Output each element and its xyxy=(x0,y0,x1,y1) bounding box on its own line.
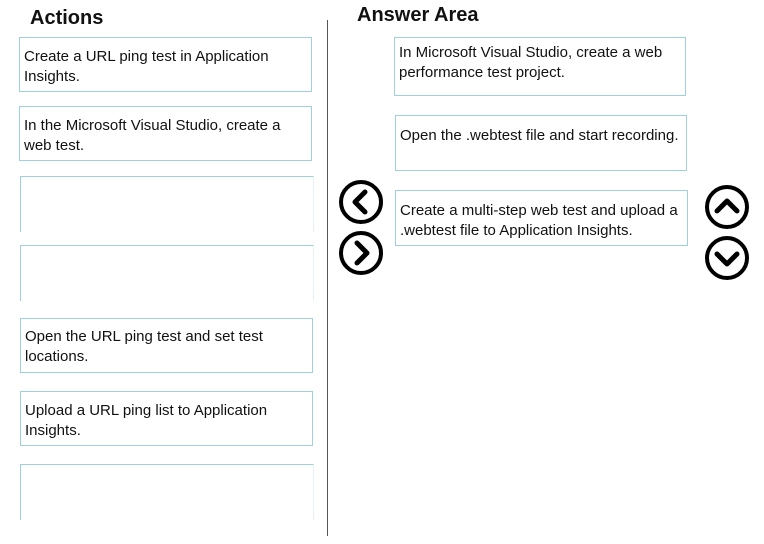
action-item-label: Upload a URL ping list to Application Insights. xyxy=(25,402,268,439)
action-item[interactable] xyxy=(19,37,312,92)
answer-item[interactable] xyxy=(394,37,686,96)
answer-item-label: In Microsoft Visual Studio, create a web performance test project. xyxy=(399,44,663,81)
chevron-down-icon xyxy=(707,238,747,278)
move-right-button[interactable] xyxy=(338,230,384,276)
action-slot-empty xyxy=(20,464,314,520)
actions-heading: Actions xyxy=(30,7,104,29)
answer-item-label: Open the .webtest file and start recording. xyxy=(400,127,679,144)
move-down-button[interactable] xyxy=(704,235,750,281)
action-item[interactable] xyxy=(20,391,313,446)
chevron-right-icon xyxy=(341,233,381,273)
action-slot-empty xyxy=(20,176,314,232)
action-item[interactable] xyxy=(20,318,313,373)
move-up-button[interactable] xyxy=(704,184,750,230)
answer-item[interactable] xyxy=(395,115,687,171)
column-divider xyxy=(327,20,328,536)
action-slot-empty xyxy=(20,245,314,301)
move-left-button[interactable] xyxy=(338,179,384,225)
answer-area-heading: Answer Area xyxy=(357,4,479,26)
answer-item-label: Create a multi-step web test and upload a .webtest file to Application Insights. xyxy=(400,202,678,239)
action-item-label: Open the URL ping test and set test locations. xyxy=(25,328,263,365)
action-item-label: Create a URL ping test in Application Insights. xyxy=(24,48,269,85)
chevron-left-icon xyxy=(341,182,381,222)
answer-item[interactable] xyxy=(395,190,688,246)
action-item-label: In the Microsoft Visual Studio, create a web test. xyxy=(24,117,281,154)
action-item[interactable] xyxy=(19,106,312,161)
chevron-up-icon xyxy=(707,187,747,227)
